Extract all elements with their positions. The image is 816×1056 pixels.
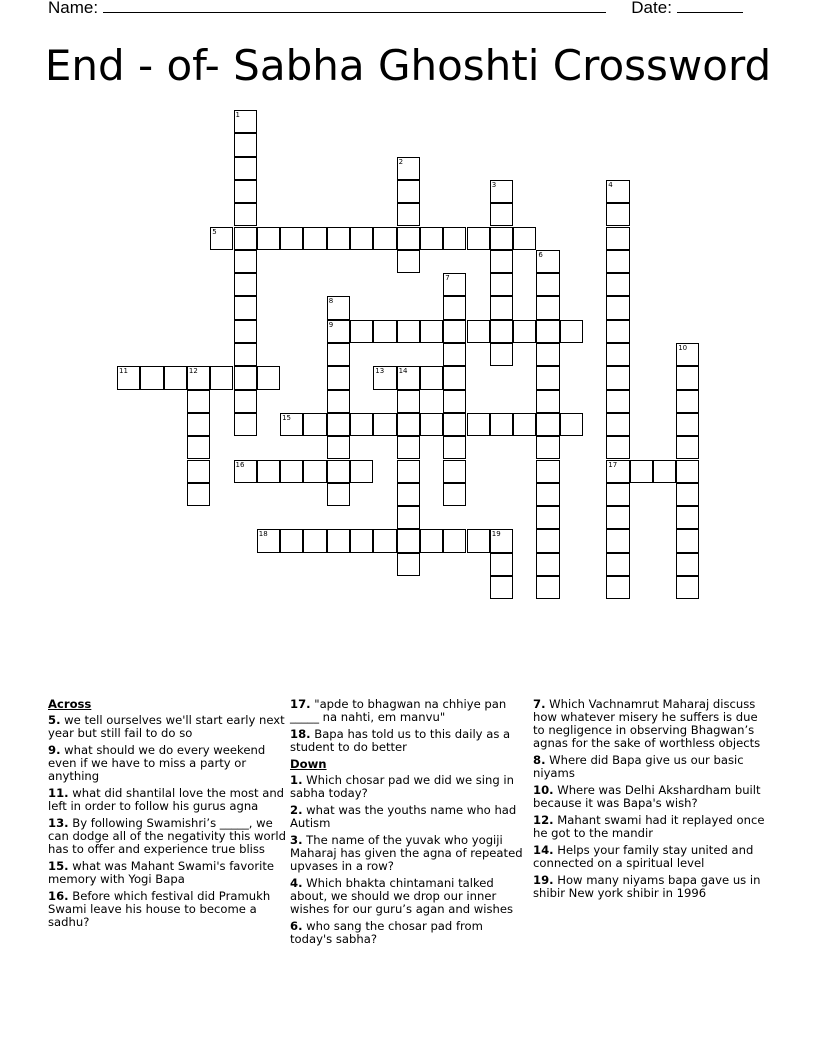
clue-down-4: 4. Which bhakta chintamani talked about, we should we drop our inner wishes for our guru’s agan and wishes	[290, 876, 514, 916]
clue-across-9: 9. what should we do every weekend even if we have to miss a party or anything	[48, 743, 266, 783]
grid-clue-number: 18	[258, 530, 268, 539]
grid-cell[interactable]	[187, 436, 210, 459]
clue-down-2: 2. what was the youths name who had Autism	[290, 803, 517, 830]
grid-cell[interactable]	[606, 320, 629, 343]
grid-cell[interactable]	[676, 366, 699, 389]
clue-down-6: 6. who sang the chosar pad from today's sabha?	[290, 919, 483, 946]
grid-cell[interactable]	[234, 227, 257, 250]
grid-cell[interactable]	[676, 529, 699, 552]
grid-cell[interactable]	[490, 296, 513, 319]
grid-clue-number: 17	[608, 460, 618, 469]
grid-cell[interactable]	[676, 553, 699, 576]
grid-cell[interactable]	[676, 483, 699, 506]
grid-cell[interactable]	[676, 413, 699, 436]
grid-cell[interactable]	[443, 320, 466, 343]
clues-column-1	[48, 698, 286, 933]
grid-clue-number: 15	[282, 413, 292, 422]
clue-across-11: 11. what did shantilal love the most and left in order to follow his gurus agna	[48, 786, 285, 813]
clue-down-14: 14. Helps your family stay united and connected on a spiritual level	[533, 843, 754, 870]
grid-cell[interactable]	[490, 553, 513, 576]
grid-cell[interactable]	[536, 343, 559, 366]
clue-down-3: 3. The name of the yuvak who yogiji Maharaj has given the agna of repeated upvases in a row?	[290, 833, 523, 873]
grid-cell[interactable]	[234, 390, 257, 413]
grid-cell[interactable]	[536, 529, 559, 552]
grid-cell[interactable]	[676, 343, 699, 366]
grid-cell[interactable]	[280, 227, 303, 250]
clue-across-16: 16. Before which festival did Pramukh Swami leave his house to become a sadhu?	[48, 889, 271, 929]
grid-cell[interactable]	[420, 320, 443, 343]
grid-cell[interactable]	[397, 227, 420, 250]
clue-across-18: 18. Bapa has told us to this daily as a student to do better	[290, 727, 511, 754]
grid-cell[interactable]	[234, 273, 257, 296]
grid-cell[interactable]	[234, 296, 257, 319]
grid-cell[interactable]	[187, 366, 210, 389]
grid-cell[interactable]	[443, 366, 466, 389]
grid-cell[interactable]	[397, 203, 420, 226]
grid-cell[interactable]	[397, 529, 420, 552]
grid-cell[interactable]	[350, 227, 373, 250]
grid-cell[interactable]	[397, 180, 420, 203]
grid-cell[interactable]	[373, 366, 396, 389]
grid-cell[interactable]	[606, 296, 629, 319]
grid-cell[interactable]	[164, 366, 187, 389]
grid-cell[interactable]	[327, 320, 350, 343]
grid-cell[interactable]	[234, 460, 257, 483]
grid-cell[interactable]	[234, 250, 257, 273]
grid-cell[interactable]	[606, 529, 629, 552]
grid-cell[interactable]	[443, 296, 466, 319]
grid-cell[interactable]	[234, 157, 257, 180]
grid-cell[interactable]	[676, 576, 699, 599]
grid-cell[interactable]	[536, 390, 559, 413]
grid-cell[interactable]	[443, 227, 466, 250]
grid-cell[interactable]	[606, 390, 629, 413]
grid-cell[interactable]	[350, 413, 373, 436]
down-heading: Down	[290, 757, 327, 771]
across-heading: Across	[48, 697, 92, 711]
page-title: End - of- Sabha Ghoshti Crossword	[44, 41, 772, 90]
grid-clue-number: 4	[608, 180, 613, 189]
grid-cell[interactable]	[490, 529, 513, 552]
grid-cell[interactable]	[303, 413, 326, 436]
grid-cell[interactable]	[210, 227, 233, 250]
grid-cell[interactable]	[373, 320, 396, 343]
grid-clue-number: 12	[188, 367, 198, 376]
grid-cell[interactable]	[606, 366, 629, 389]
grid-cell[interactable]	[676, 460, 699, 483]
grid-cell[interactable]	[234, 320, 257, 343]
clue-down-19: 19. How many niyams bapa gave us in shibir New york shibir in 1996	[533, 873, 761, 900]
grid-clue-number: 6	[538, 250, 543, 259]
grid-clue-number: 3	[491, 180, 497, 189]
grid-cell[interactable]	[327, 529, 350, 552]
grid-cell[interactable]	[606, 460, 629, 483]
grid-cell[interactable]	[234, 343, 257, 366]
clue-down-8: 8. Where did Bapa give us our basic niyams	[533, 753, 744, 780]
grid-cell[interactable]	[606, 506, 629, 529]
clue-across-17: 17. "apde to bhagwan na chhiye pan _____ na nahti, em manvu"	[290, 697, 507, 724]
grid-cell[interactable]	[443, 413, 466, 436]
grid-cell[interactable]	[280, 529, 303, 552]
grid-clue-number: 13	[375, 367, 385, 376]
grid-cell[interactable]	[327, 390, 350, 413]
grid-cell[interactable]	[327, 436, 350, 459]
grid-cell[interactable]	[443, 529, 466, 552]
grid-cell[interactable]	[327, 296, 350, 319]
grid-cell[interactable]	[606, 180, 629, 203]
grid-cell[interactable]	[513, 413, 536, 436]
grid-cell[interactable]	[327, 483, 350, 506]
grid-cell[interactable]	[327, 343, 350, 366]
grid-cell[interactable]	[397, 413, 420, 436]
grid-cell[interactable]	[676, 390, 699, 413]
grid-cell[interactable]	[257, 227, 280, 250]
grid-clue-number: 8	[328, 297, 334, 306]
grid-cell[interactable]	[536, 483, 559, 506]
grid-cell[interactable]	[536, 436, 559, 459]
grid-cell[interactable]	[606, 250, 629, 273]
grid-cell[interactable]	[606, 576, 629, 599]
grid-cell[interactable]	[606, 273, 629, 296]
grid-cell[interactable]	[513, 227, 536, 250]
grid-cell[interactable]	[490, 180, 513, 203]
grid-cell[interactable]	[327, 227, 350, 250]
grid-cell[interactable]	[676, 436, 699, 459]
grid-cell[interactable]	[187, 413, 210, 436]
grid-clue-number: 2	[398, 157, 404, 166]
grid-cell[interactable]	[536, 413, 559, 436]
grid-cell[interactable]	[490, 203, 513, 226]
grid-cell[interactable]	[234, 133, 257, 156]
grid-cell[interactable]	[490, 343, 513, 366]
grid-cell[interactable]	[606, 413, 629, 436]
grid-cell[interactable]	[443, 483, 466, 506]
grid-cell[interactable]	[420, 366, 443, 389]
grid-cell[interactable]	[303, 529, 326, 552]
grid-cell[interactable]	[490, 250, 513, 273]
grid-cell[interactable]	[536, 553, 559, 576]
clue-across-15: 15. what was Mahant Swami's favorite memory with Yogi Bapa	[48, 859, 275, 886]
grid-cell[interactable]	[606, 553, 629, 576]
grid-cell[interactable]	[397, 436, 420, 459]
grid-cell[interactable]	[234, 110, 257, 133]
grid-cell[interactable]	[117, 366, 140, 389]
grid-cell[interactable]	[536, 296, 559, 319]
grid-clue-number: 9	[328, 320, 334, 329]
grid-cell[interactable]	[606, 343, 629, 366]
grid-cell[interactable]	[257, 366, 280, 389]
grid-cell[interactable]	[210, 366, 233, 389]
grid-cell[interactable]	[187, 483, 210, 506]
grid-cell[interactable]	[397, 506, 420, 529]
grid-clue-number: 11	[119, 367, 128, 376]
grid-cell[interactable]	[536, 320, 559, 343]
grid-cell[interactable]	[327, 460, 350, 483]
grid-cell[interactable]	[397, 483, 420, 506]
grid-cell[interactable]	[560, 413, 583, 436]
grid-cell[interactable]	[234, 180, 257, 203]
grid-cell[interactable]	[560, 320, 583, 343]
grid-cell[interactable]	[420, 529, 443, 552]
grid-cell[interactable]	[397, 390, 420, 413]
grid-cell[interactable]	[536, 250, 559, 273]
grid-cell[interactable]	[257, 460, 280, 483]
grid-cell[interactable]	[467, 413, 490, 436]
grid-cell[interactable]	[234, 203, 257, 226]
clues-column-3	[533, 698, 771, 904]
grid-cell[interactable]	[350, 460, 373, 483]
grid-cell[interactable]	[280, 413, 303, 436]
grid-cell[interactable]	[490, 413, 513, 436]
grid-cell[interactable]	[606, 227, 629, 250]
grid-cell[interactable]	[327, 413, 350, 436]
grid-cell[interactable]	[443, 343, 466, 366]
grid-cell[interactable]	[140, 366, 163, 389]
grid-cell[interactable]	[373, 529, 396, 552]
clue-down-7: 7. Which Vachnamrut Maharaj discuss how whatever misery he suffers is due to negligence in observing Bhagwan’s agnas for the sake of worthless objects	[533, 697, 761, 750]
grid-clue-number: 16	[235, 460, 245, 469]
name-label: Name:	[48, 0, 99, 17]
grid-cell[interactable]	[490, 227, 513, 250]
grid-cell[interactable]	[490, 576, 513, 599]
grid-cell[interactable]	[536, 576, 559, 599]
grid-cell[interactable]	[280, 460, 303, 483]
grid-cell[interactable]	[397, 320, 420, 343]
grid-cell[interactable]	[676, 506, 699, 529]
grid-cell[interactable]	[327, 366, 350, 389]
grid-cell[interactable]	[467, 320, 490, 343]
grid-cell[interactable]	[467, 529, 490, 552]
grid-cell[interactable]	[303, 227, 326, 250]
grid-cell[interactable]	[606, 436, 629, 459]
grid-cell[interactable]	[443, 436, 466, 459]
grid-cell[interactable]	[467, 227, 490, 250]
grid-cell[interactable]	[187, 460, 210, 483]
grid-cell[interactable]	[187, 390, 210, 413]
grid-cell[interactable]	[443, 390, 466, 413]
grid-clue-number: 5	[212, 227, 217, 236]
clues-column-2	[290, 698, 528, 950]
grid-cell[interactable]	[653, 460, 676, 483]
grid-cell[interactable]	[397, 250, 420, 273]
grid-cell[interactable]	[303, 460, 326, 483]
grid-cell[interactable]	[536, 506, 559, 529]
grid-cell[interactable]	[373, 413, 396, 436]
grid-cell[interactable]	[397, 553, 420, 576]
grid-cell[interactable]	[397, 366, 420, 389]
grid-cell[interactable]	[536, 366, 559, 389]
grid-clue-number: 19	[491, 530, 501, 539]
grid-cell[interactable]	[490, 273, 513, 296]
grid-cell[interactable]	[257, 529, 280, 552]
grid-cell[interactable]	[373, 227, 396, 250]
clue-down-1: 1. Which chosar pad we did we sing in sabha today?	[290, 773, 514, 800]
clue-across-13: 13. By following Swamishri’s _____, we can dodge all of the negativity this world has to offer and experience true bliss	[48, 816, 286, 856]
grid-cell[interactable]	[536, 460, 559, 483]
grid-clue-number: 1	[235, 111, 240, 119]
grid-cell[interactable]	[630, 460, 653, 483]
clue-across-5: 5. we tell ourselves we'll start early next year but still fail to do so	[48, 713, 285, 740]
grid-clue-number: 10	[678, 344, 688, 352]
grid-cell[interactable]	[606, 483, 629, 506]
grid-cell[interactable]	[420, 413, 443, 436]
grid-cell[interactable]	[606, 203, 629, 226]
date-label: Date:	[631, 0, 672, 17]
grid-cell[interactable]	[350, 529, 373, 552]
grid-cell[interactable]	[490, 320, 513, 343]
grid-clue-number: 14	[398, 367, 408, 376]
grid-cell[interactable]	[443, 273, 466, 296]
grid-cell[interactable]	[234, 366, 257, 389]
grid-cell[interactable]	[397, 460, 420, 483]
grid-cell[interactable]	[513, 320, 536, 343]
grid-cell[interactable]	[536, 273, 559, 296]
grid-cell[interactable]	[420, 227, 443, 250]
grid-cell[interactable]	[443, 460, 466, 483]
grid-clue-number: 7	[445, 274, 450, 283]
grid-cell[interactable]	[397, 157, 420, 180]
grid-cell[interactable]	[234, 413, 257, 436]
clue-down-10: 10. Where was Delhi Akshardham built because it was Bapa's wish?	[533, 783, 761, 810]
grid-cell[interactable]	[350, 320, 373, 343]
clue-down-12: 12. Mahant swami had it replayed once he got to the mandir	[533, 813, 765, 840]
